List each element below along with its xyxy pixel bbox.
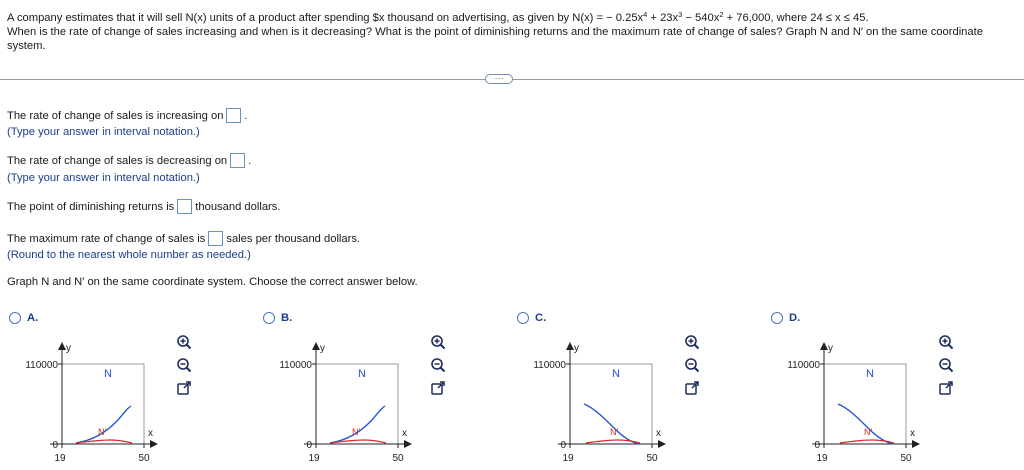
choice-a[interactable]: A. [9,312,38,324]
expand-icon[interactable] [683,379,701,397]
graph-a [14,340,164,468]
x-axis-label: x [910,428,915,439]
choice-c[interactable]: C. [517,312,546,324]
x-min-label: 19 [562,453,574,464]
y-tick-label: 110000 [533,360,566,371]
increasing-answer-input[interactable] [226,108,241,123]
increasing-hint: (Type your answer in interval notation.) [7,126,200,138]
y-axis-label: y [66,343,71,354]
x-max-label: 50 [138,453,150,464]
choice-a-radio[interactable] [9,312,21,324]
maxrate-hint: (Round to the nearest whole number as needed.) [7,249,251,261]
zoom-out-icon[interactable] [175,356,193,374]
y-zero-label: 0 [560,440,566,451]
diminishing-answer-input[interactable] [177,199,192,214]
zoom-out-icon[interactable] [429,356,447,374]
y-zero-label: 0 [52,440,58,451]
zoom-in-icon[interactable] [175,333,193,351]
y-axis-label: y [828,343,833,354]
zoom-out-icon[interactable] [937,356,955,374]
increasing-label: The rate of change of sales is increasing on [7,109,224,122]
choice-d-radio[interactable] [771,312,783,324]
graph-c-tools [683,333,703,402]
n-label: N [866,368,874,380]
x-axis-arrow [658,440,666,448]
x-min-label: 19 [308,453,320,464]
n-prime-curve [840,440,894,443]
n-curve [330,406,385,443]
graph-svg [776,340,926,468]
n-prime-label: N′ [98,427,107,437]
y-axis-arrow [566,342,574,350]
graph-prompt: Graph N and N′ on the same coordinate system. Choose the correct answer below. [7,276,418,288]
y-axis-label: y [320,343,325,354]
graph-svg [14,340,164,468]
n-label: N [612,368,620,380]
n-label: N [358,368,366,380]
more-button[interactable]: ··· [485,74,513,84]
expand-icon[interactable] [175,379,193,397]
choice-b-radio[interactable] [263,312,275,324]
decreasing-row: The rate of change of sales is decreasing on . [7,154,252,167]
expand-icon[interactable] [937,379,955,397]
y-tick-label: 110000 [25,360,58,371]
diminishing-label: The point of diminishing returns is [7,200,175,213]
decreasing-hint: (Type your answer in interval notation.) [7,172,200,184]
graph-d-tools [937,333,957,402]
n-label: N [104,368,112,380]
decreasing-answer-input[interactable] [230,153,245,168]
choice-d[interactable]: D. [771,312,800,324]
x-min-label: 19 [816,453,828,464]
graph-svg [522,340,672,468]
graph-a-tools [175,333,195,402]
expand-icon[interactable] [429,379,447,397]
choice-b[interactable]: B. [263,312,292,324]
n-curve [76,406,131,443]
decreasing-label: The rate of change of sales is decreasing on [7,154,228,167]
graph-c [522,340,672,468]
n-prime-label: N′ [864,427,873,437]
graph-b-tools [429,333,449,402]
n-prime-label: N′ [352,427,361,437]
question-text [7,11,1019,53]
x-axis-arrow [404,440,412,448]
graph-svg [268,340,418,468]
y-tick-label: 110000 [279,360,312,371]
zoom-out-icon[interactable] [683,356,701,374]
maxrate-row [7,231,360,246]
zoom-in-icon[interactable] [429,333,447,351]
graph-d [776,340,926,468]
y-axis-label: y [574,343,579,354]
increasing-row: The rate of change of sales is increasing on . [7,109,248,122]
diminishing-suffix: thousand dollars. [195,200,281,213]
zoom-in-icon[interactable] [937,333,955,351]
x-max-label: 50 [900,453,912,464]
n-prime-curve [586,440,640,443]
y-zero-label: 0 [306,440,312,451]
maxrate-suffix: sales per thousand dollars. [226,232,361,245]
choice-c-radio[interactable] [517,312,529,324]
graph-b [268,340,418,468]
y-axis-arrow [58,342,66,350]
zoom-in-icon[interactable] [683,333,701,351]
x-axis-label: x [402,428,407,439]
x-max-label: 50 [646,453,658,464]
y-zero-label: 0 [814,440,820,451]
x-max-label: 50 [392,453,404,464]
y-axis-arrow [820,342,828,350]
maxrate-answer-input[interactable] [208,231,223,246]
y-tick-label: 110000 [787,360,820,371]
maxrate-label: The maximum rate of change of sales is [7,232,206,245]
n-curve [584,404,639,444]
y-axis-arrow [312,342,320,350]
x-axis-arrow [150,440,158,448]
x-axis-label: x [148,428,153,439]
question-line-2: When is the rate of change of sales increasing and when is it decreasing? What is the point of diminishing returns and the maximum rate of change of sales? Graph N and N′ on the same coordinate system. [7,26,983,52]
question-line-1: A company estimates that it will sell N(x) units of a product after spending $x thousand on advertising, as given by N(x) = − $0.25x^4 + 23x^3 - 540x^2 + 76,000$, where 24 ≤ x ≤ 45. [7,10,869,24]
x-min-label: 19 [54,453,66,464]
x-axis-label: x [656,428,661,439]
n-prime-label: N′ [610,427,619,437]
x-axis-arrow [912,440,920,448]
n-curve [838,404,893,444]
diminishing-row [7,199,281,214]
